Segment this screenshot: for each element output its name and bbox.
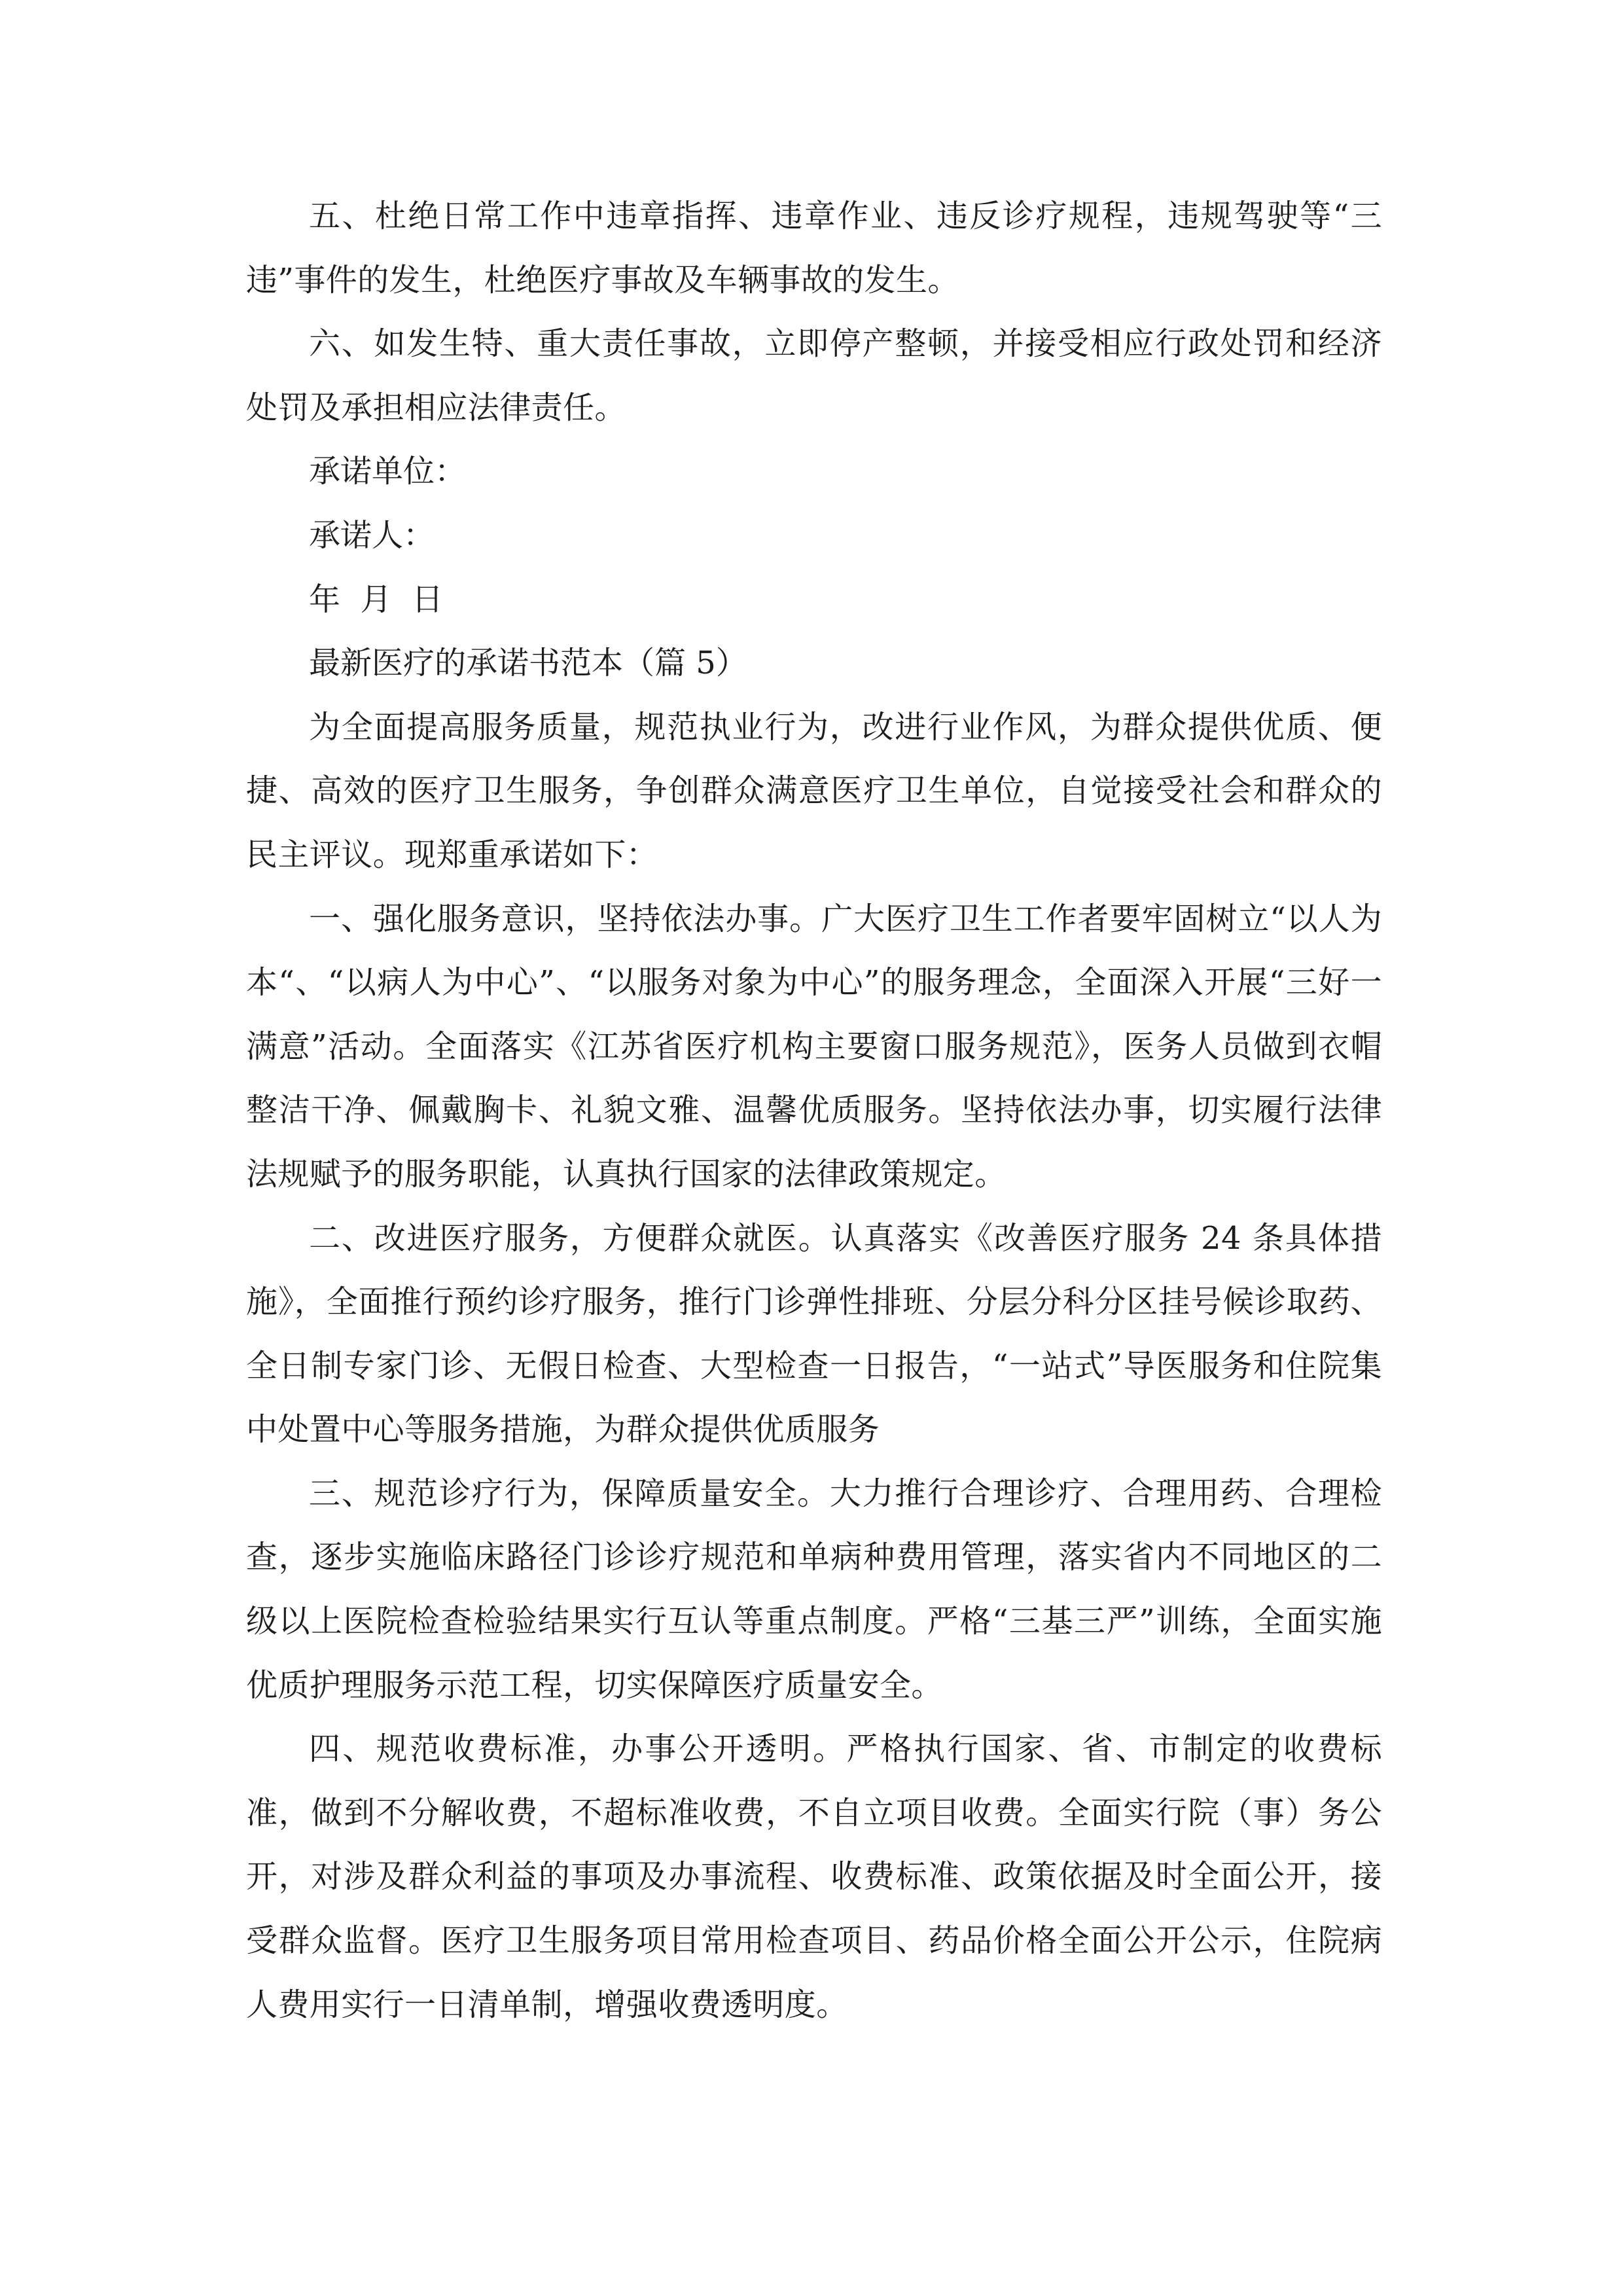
commitment-item-1: 一、强化服务意识，坚持依法办事。广大医疗卫生工作者要牢固树立“以人为本“、“以病人为中心”、“以服务对象为中心”的服务理念，全面深入开展“三好一满意”活动。全面落实《江苏省医疗机构主要窗口服务规范》，医务人员做到衣帽整洁干净、佩戴胸卡、礼貌文雅、温馨优质服务。坚持依法办事，切实履行法律法规赋予的服务职能，认真执行国家的法律政策规定。	[246, 900, 1382, 1193]
commitment-item-2: 二、改进医疗服务，方便群众就医。认真落实《改善医疗服务 24 条具体措施》，全面推行预约诊疗服务，推行门诊弹性排班、分层分科分区挂号候诊取药、全日制专家门诊、无假日检查、大型检查一日报告，“一站式”导医服务和住院集中处置中心等服务措施，为群众提供优质服务	[246, 1219, 1382, 1448]
commitment-item-4: 四、规范收费标准，办事公开透明。严格执行国家、省、市制定的收费标准，做到不分解收费，不超标准收费，不自立项目收费。全面实行院（事）务公开，对涉及群众利益的事项及办事流程、收费标准、政策依据及时全面公开，接受群众监督。医疗卫生服务项目常用检查项目、药品价格全面公开公示，住院病人费用实行一日清单制，增强收费透明度。	[246, 1731, 1382, 2023]
signature-date-label: 年 月 日	[309, 581, 444, 618]
document-page	[246, 185, 1382, 2037]
signature-person-label: 承诺人：	[309, 516, 435, 554]
signature-unit-label: 承诺单位：	[309, 453, 467, 490]
paragraph-item-6: 六、如发生特、重大责任事故，立即停产整顿，并接受相应行政处罚和经济处罚及承担相应法律责任。	[246, 325, 1382, 426]
paragraph-item-5: 五、杜绝日常工作中违章指挥、违章作业、违反诊疗规程，违规驾驶等“三违”事件的发生，杜绝医疗事故及车辆事故的发生。	[246, 198, 1382, 298]
section-title: 最新医疗的承诺书范本（篇 5）	[309, 645, 747, 682]
commitment-item-3: 三、规范诊疗行为，保障质量安全。大力推行合理诊疗、合理用药、合理检查，逐步实施临床路径门诊诊疗规范和单病种费用管理，落实省内不同地区的二级以上医院检查检验结果实行互认等重点制度。严格“三基三严”训练，全面实施优质护理服务示范工程，切实保障医疗质量安全。	[246, 1475, 1382, 1704]
intro-paragraph: 为全面提高服务质量，规范执业行为，改进行业作风，为群众提供优质、便捷、高效的医疗卫生服务，争创群众满意医疗卫生单位，自觉接受社会和群众的民主评议。现郑重承诺如下：	[246, 708, 1382, 873]
